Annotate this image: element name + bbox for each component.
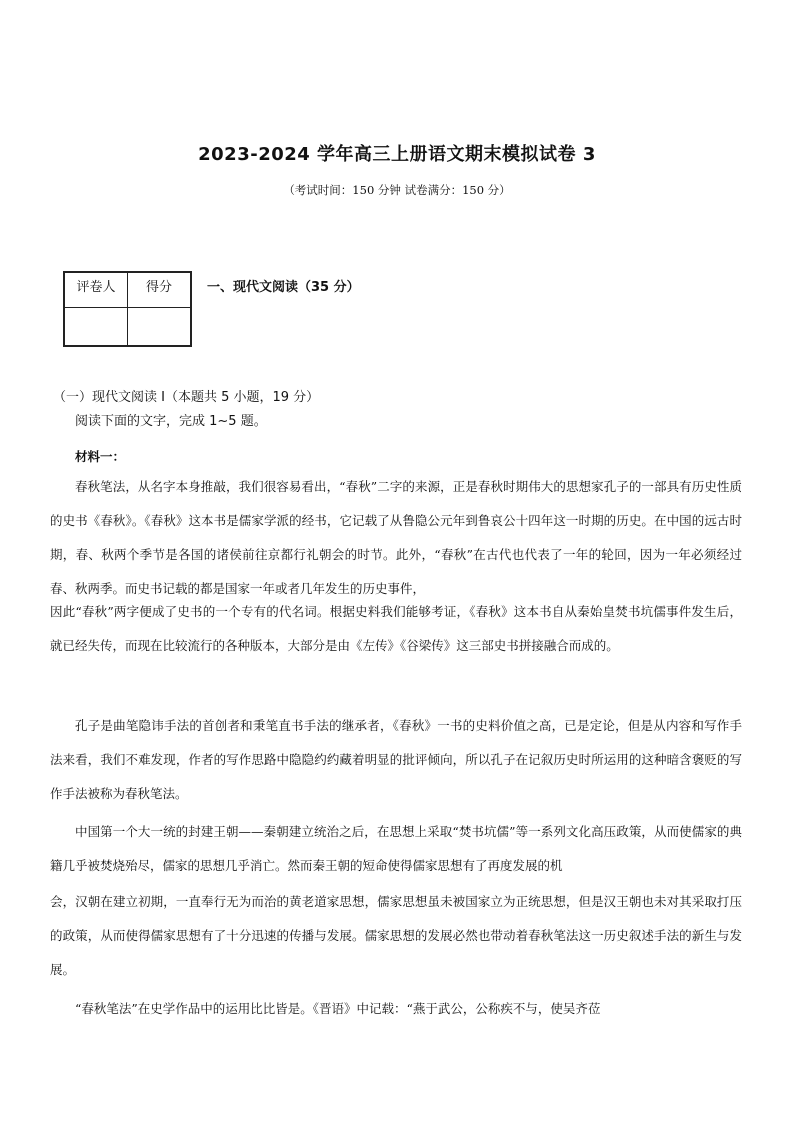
- instruction-text: 阅读下面的文字，完成 1~5 题。: [75, 414, 267, 429]
- section-heading: 一、现代文阅读（35 分）: [207, 280, 360, 295]
- score-table: [63, 271, 192, 347]
- passage-paragraph: 会，汉朝在建立初期，一直奉行无为而治的黄老道家思想，儒家思想虽未被国家立为正统思想，但是汉王朝也未对其采取打压的政策，从而使得儒家思想有了十分迅速的传播与发展。儒家思想的发展必然也带动着春秋笔法这一历史叙述手法的新生与发展。: [50, 894, 742, 977]
- score-header: 得分: [128, 272, 192, 308]
- score-table-blank-row: [64, 308, 191, 347]
- score-cell: [128, 308, 192, 347]
- exam-subtitle: （考试时间：150 分钟 试卷满分：150 分）: [283, 183, 511, 197]
- sub-heading: （一）现代文阅读 I（本题共 5 小题，19 分）: [53, 390, 320, 405]
- passage-paragraph: “春秋笔法”在史学作品中的运用比比皆是。《晋语》中记载：“燕于武公，公称疾不与，使吴齐莅: [75, 1001, 601, 1016]
- grader-header: 评卷人: [64, 272, 128, 308]
- passage-paragraph: 春秋笔法，从名字本身推敲，我们很容易看出，“春秋”二字的来源，正是春秋时期伟大的思想家孔子的一部具有历史性质的史书《春秋》。《春秋》这本书是儒家学派的经书，它记载了从鲁隐公元年到鲁哀公十四年这一时期的历史。在中国的远古时期，春、秋两个季节是各国的诸侯前往京都行礼朝会的时节。此外，“春秋”在古代也代表了一年的轮回，因为一年必须经过春、秋两季。而史书记载的都是国家一年或者几年发生的历史事件，: [50, 479, 742, 596]
- passage-paragraph: 中国第一个大一统的封建王朝——秦朝建立统治之后，在思想上采取“焚书坑儒”等一系列文化高压政策，从而使儒家的典籍几乎被焚烧殆尽，儒家的思想几乎消亡。然而秦王朝的短命使得儒家思想有了再度发展的机: [50, 824, 742, 873]
- exam-title: 2023-2024 学年高三上册语文期末模拟试卷 3: [198, 144, 596, 165]
- passage-paragraph: 因此“春秋”两字便成了史书的一个专有的代名词。根据史料我们能够考证，《春秋》这本书自从秦始皇焚书坑儒事件发生后，就已经失传，而现在比较流行的各种版本，大部分是由《左传》《谷梁传》这三部史书拼接融合而成的。: [50, 604, 742, 653]
- material-label: 材料一：: [75, 449, 126, 464]
- score-table-header-row: [64, 272, 191, 308]
- grader-cell: [64, 308, 128, 347]
- passage-paragraph: 孔子是曲笔隐讳手法的首创者和秉笔直书手法的继承者，《春秋》一书的史料价值之高，已是定论，但是从内容和写作手法来看，我们不难发现，作者的写作思路中隐隐约约藏着明显的批评倾向，所以孔子在记叙历史时所运用的这种暗含褒贬的写作手法被称为春秋笔法。: [50, 718, 742, 801]
